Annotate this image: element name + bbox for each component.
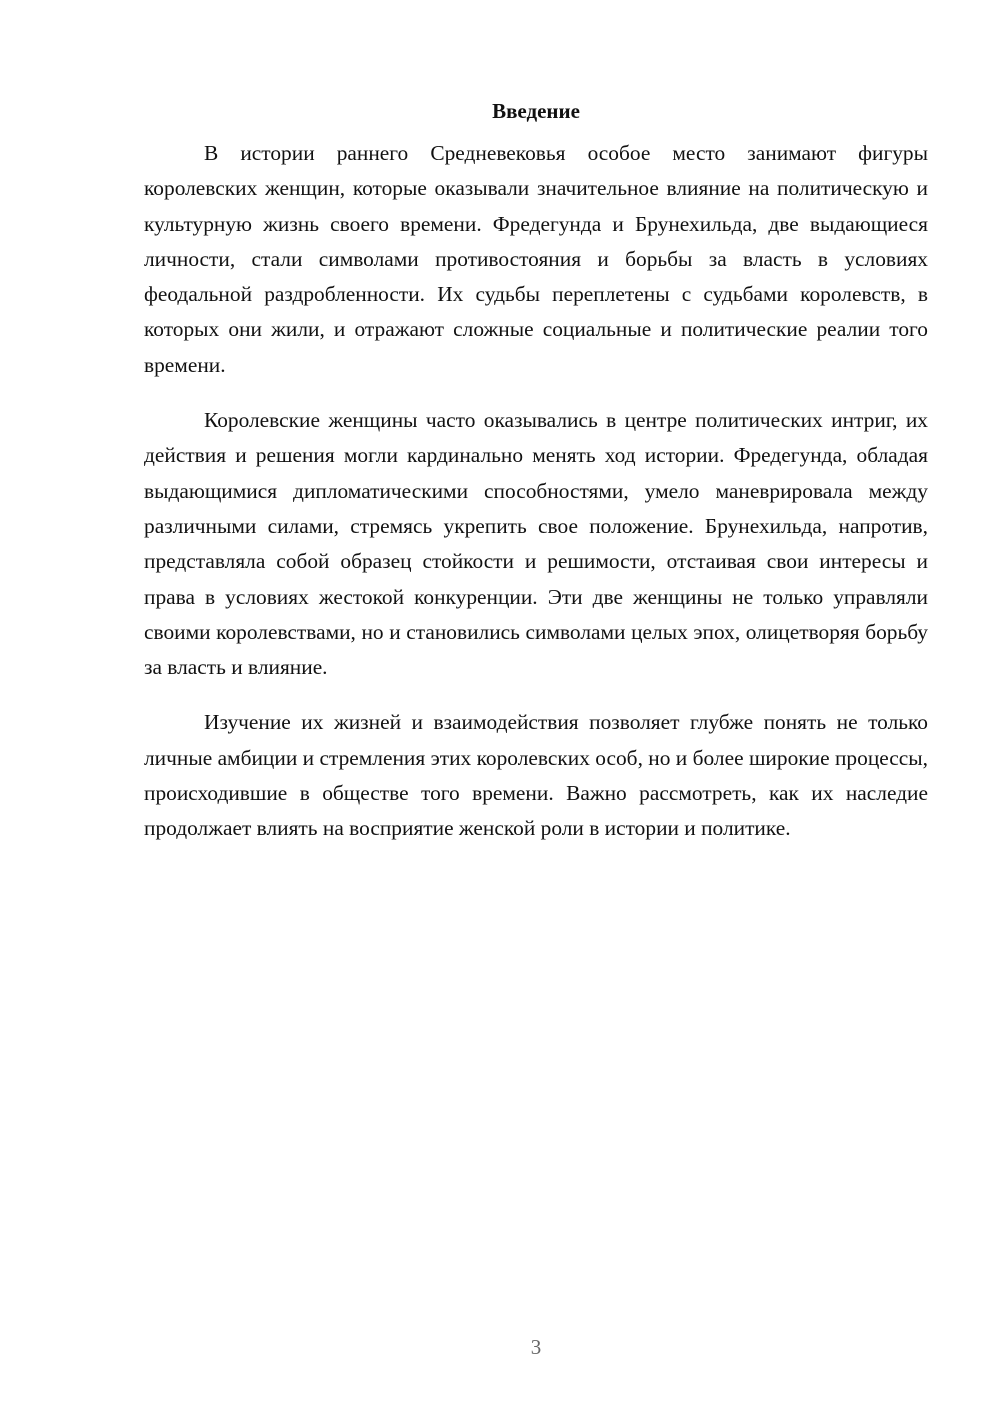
section-heading: Введение bbox=[492, 99, 580, 123]
paragraph-3: Изучение их жизней и взаимодействия позволяет глубже понять не только личные амбиции и стремления этих королевских особ, но и более широкие процессы, происходившие в обществе того времени. Важно рассмотреть, как их наследие продолжает влиять на восприятие женской роли в истории и политике. bbox=[144, 710, 928, 841]
paragraph-1: В истории раннего Средневековья особое место занимают фигуры королевских женщин, которые оказывали значительное влияние на политическую и культурную жизнь своего времени. Фредегунда и Брунехильда, две выдающиеся личности, стали символами противостояния и борьбы за власть в условиях феодальной раздробленности. Их судьбы переплетены с судьбами королевств, в которых они жили, и отражают сложные социальные и политические реалии того времени. bbox=[144, 141, 928, 377]
page-content bbox=[144, 95, 928, 867]
page-number: 3 bbox=[530, 1335, 542, 1359]
paragraph-2: Королевские женщины часто оказывались в центре политических интриг, их действия и решения могли кардинально менять ход истории. Фредегунда, обладая выдающимися дипломатическими способностями, умело маневрировала между различными силами, стремясь укрепить свое положение. Брунехильда, напротив, представляла собой образец стойкости и решимости, отстаивая свои интересы и права в условиях жестокой конкуренции. Эти две женщины не только управляли своими королевствами, но и становились символами целых эпох, олицетворяя борьбу за власть и влияние. bbox=[144, 408, 928, 680]
